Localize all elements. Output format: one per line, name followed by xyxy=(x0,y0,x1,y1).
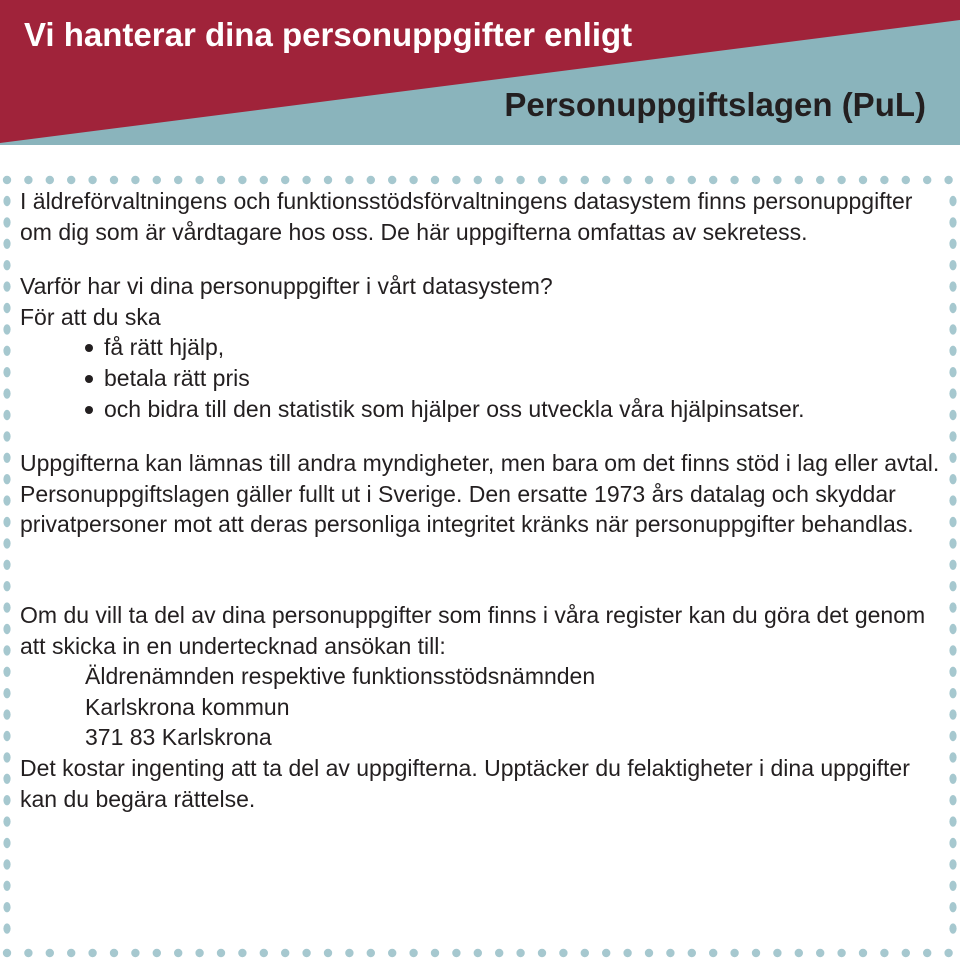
border-dot xyxy=(949,859,956,869)
border-dot xyxy=(949,367,956,377)
border-dot xyxy=(3,923,10,933)
border-dot xyxy=(3,795,10,805)
border-dot xyxy=(923,949,931,957)
why-lead: För att du ska xyxy=(20,303,161,330)
border-dot xyxy=(3,816,10,826)
border-dot xyxy=(367,949,375,957)
intro-paragraph: I äldreförvaltningens och funktionsstödsförvaltningens datasystem finns personuppgifter om dig som är vårdtagare hos oss. De här uppgifterna omfattas av sekretess. xyxy=(20,188,913,245)
border-dot xyxy=(516,176,524,184)
border-dot xyxy=(3,709,10,719)
border-dot xyxy=(688,176,696,184)
border-dot xyxy=(3,474,10,484)
border-dot xyxy=(3,624,10,634)
border-dot xyxy=(3,303,10,313)
border-dot xyxy=(495,176,503,184)
border-dot xyxy=(3,774,10,784)
border-dot xyxy=(949,260,956,270)
border-dot xyxy=(949,752,956,762)
border-dot xyxy=(949,602,956,612)
border-dot xyxy=(623,949,631,957)
border-dot xyxy=(3,902,10,912)
border-dot xyxy=(645,176,653,184)
border-dot xyxy=(3,388,10,398)
border-dot xyxy=(949,281,956,291)
border-dot xyxy=(3,281,10,291)
border-dot xyxy=(3,176,11,184)
address-line-municipality: Karlskrona kommun xyxy=(85,693,290,720)
border-dot xyxy=(3,517,10,527)
law-paragraph: Uppgifterna kan lämnas till andra myndigheter, men bara om det finns stöd i lag eller avtal. Personuppgiftslagen gäller fullt ut i Sverige. Den ersatte 1973 års datalag och skyddar privatpersoner mot att deras personliga integritet kränks när personuppgifter behandlas. xyxy=(20,450,940,538)
border-dot xyxy=(367,176,375,184)
border-dot xyxy=(345,176,353,184)
border-dot xyxy=(281,176,289,184)
border-dot xyxy=(730,176,738,184)
border-dot xyxy=(559,949,567,957)
border-dot xyxy=(923,176,931,184)
border-dot xyxy=(752,176,760,184)
border-dot xyxy=(110,949,118,957)
border-dot xyxy=(949,474,956,484)
header-title-line2: Personuppgiftslagen (PuL) xyxy=(504,86,926,123)
border-dot xyxy=(949,303,956,313)
border-dot xyxy=(944,949,952,957)
border-dot xyxy=(795,949,803,957)
border-dot xyxy=(602,949,610,957)
border-dot xyxy=(709,949,717,957)
border-dot xyxy=(3,431,10,441)
border-dot xyxy=(238,949,246,957)
border-dot xyxy=(474,176,482,184)
border-dot xyxy=(3,645,10,655)
border-dot xyxy=(88,176,96,184)
border-dot xyxy=(949,410,956,420)
border-dot xyxy=(67,949,75,957)
border-dot xyxy=(3,217,10,227)
border-dot xyxy=(949,709,956,719)
border-dot xyxy=(3,752,10,762)
request-paragraph: Om du vill ta del av dina personuppgifter som finns i våra register kan du göra det genom att skicka in en undertecknad ansökan till: xyxy=(20,601,926,659)
border-dot xyxy=(949,774,956,784)
border-dot xyxy=(302,176,310,184)
border-dot xyxy=(859,949,867,957)
border-dot xyxy=(217,949,225,957)
border-dot xyxy=(949,560,956,570)
border-dot xyxy=(949,645,956,655)
border-dot xyxy=(153,949,161,957)
border-dot xyxy=(645,949,653,957)
border-dot xyxy=(880,176,888,184)
border-dot xyxy=(666,949,674,957)
border-dot xyxy=(516,949,524,957)
border-dot xyxy=(3,495,10,505)
border-dot xyxy=(949,495,956,505)
border-dot xyxy=(474,949,482,957)
border-dot xyxy=(3,859,10,869)
border-dot xyxy=(949,923,956,933)
border-dot xyxy=(816,176,824,184)
border-dot xyxy=(944,176,952,184)
border-dot xyxy=(3,260,10,270)
border-dot xyxy=(949,431,956,441)
border-dot xyxy=(3,410,10,420)
border-dot xyxy=(431,949,439,957)
reason-item: betala rätt pris xyxy=(84,363,944,394)
border-dot xyxy=(324,949,332,957)
border-dot xyxy=(131,176,139,184)
border-dot xyxy=(581,949,589,957)
header-title-line1: Vi hanterar dina personuppgifter enligt xyxy=(24,16,633,53)
border-dot xyxy=(949,624,956,634)
border-dot xyxy=(281,949,289,957)
border-dot xyxy=(495,949,503,957)
border-dot xyxy=(949,581,956,591)
border-dot xyxy=(581,176,589,184)
border-dot xyxy=(110,176,118,184)
border-dot xyxy=(217,176,225,184)
border-dot xyxy=(559,176,567,184)
border-dot xyxy=(949,838,956,848)
border-dot xyxy=(688,949,696,957)
border-dot xyxy=(949,517,956,527)
border-dot xyxy=(949,902,956,912)
border-dot xyxy=(409,176,417,184)
border-dot xyxy=(837,949,845,957)
border-dot xyxy=(3,346,10,356)
address-line-recipient: Äldrenämnden respektive funktionsstödsnämnden xyxy=(85,663,596,690)
border-dot xyxy=(602,176,610,184)
border-dot xyxy=(452,949,460,957)
border-dot xyxy=(24,176,32,184)
border-dot xyxy=(949,324,956,334)
border-dot xyxy=(3,560,10,570)
border-dot xyxy=(949,816,956,826)
border-dot xyxy=(195,949,203,957)
closing-paragraph: Det kostar ingenting att ta del av uppgifterna. Upptäcker du felaktigheter i dina uppgifter kan du begära rättelse. xyxy=(20,754,910,812)
border-dot xyxy=(431,176,439,184)
border-dot xyxy=(752,949,760,957)
border-dot xyxy=(67,176,75,184)
border-dot xyxy=(3,367,10,377)
border-dot xyxy=(238,176,246,184)
border-dot xyxy=(174,949,182,957)
border-dot xyxy=(949,795,956,805)
border-dot xyxy=(3,196,10,206)
border-dot xyxy=(902,949,910,957)
border-dot xyxy=(3,731,10,741)
border-dot xyxy=(773,176,781,184)
border-dot xyxy=(949,688,956,698)
border-dot xyxy=(88,949,96,957)
border-dot xyxy=(195,176,203,184)
border-dot xyxy=(3,688,10,698)
border-dot xyxy=(260,949,268,957)
border-dot xyxy=(3,581,10,591)
border-dot xyxy=(3,881,10,891)
border-dot xyxy=(949,239,956,249)
border-dot xyxy=(538,176,546,184)
border-dot xyxy=(3,667,10,677)
address-line-postcode: 371 83 Karlskrona xyxy=(85,724,272,751)
border-dot xyxy=(452,176,460,184)
border-dot xyxy=(409,949,417,957)
border-dot xyxy=(24,949,32,957)
header-banner xyxy=(0,0,960,145)
border-dot xyxy=(949,453,956,463)
border-dot xyxy=(388,949,396,957)
border-dot xyxy=(3,239,10,249)
border-dot xyxy=(3,453,10,463)
reasons-list xyxy=(20,332,944,424)
border-dot xyxy=(3,324,10,334)
border-dot xyxy=(837,176,845,184)
border-dot xyxy=(46,176,54,184)
border-dot xyxy=(302,949,310,957)
reason-item: få rätt hjälp, xyxy=(84,332,944,363)
border-dot xyxy=(730,949,738,957)
postal-address xyxy=(20,661,944,753)
border-dot xyxy=(773,949,781,957)
border-dot xyxy=(709,176,717,184)
border-dot xyxy=(260,176,268,184)
border-dot xyxy=(46,949,54,957)
reason-item: och bidra till den statistik som hjälper oss utveckla våra hjälpinsatser. xyxy=(84,394,944,425)
border-dot xyxy=(174,176,182,184)
border-dot xyxy=(538,949,546,957)
border-dot xyxy=(816,949,824,957)
border-dot xyxy=(949,346,956,356)
border-dot xyxy=(3,949,11,957)
document-body xyxy=(20,186,944,814)
border-dot xyxy=(949,731,956,741)
border-dot xyxy=(131,949,139,957)
border-dot xyxy=(623,176,631,184)
border-dot xyxy=(949,388,956,398)
border-dot xyxy=(859,176,867,184)
border-dot xyxy=(949,196,956,206)
border-dot xyxy=(795,176,803,184)
border-dot xyxy=(949,217,956,227)
border-dot xyxy=(388,176,396,184)
border-dot xyxy=(324,176,332,184)
border-dot xyxy=(345,949,353,957)
border-dot xyxy=(3,602,10,612)
why-question: Varför har vi dina personuppgifter i vårt datasystem? xyxy=(20,273,553,300)
border-dot xyxy=(153,176,161,184)
border-dot xyxy=(949,538,956,548)
border-dot xyxy=(880,949,888,957)
border-dot xyxy=(3,838,10,848)
border-dot xyxy=(3,538,10,548)
border-dot xyxy=(949,667,956,677)
border-dot xyxy=(949,881,956,891)
border-dot xyxy=(666,176,674,184)
border-dot xyxy=(902,176,910,184)
